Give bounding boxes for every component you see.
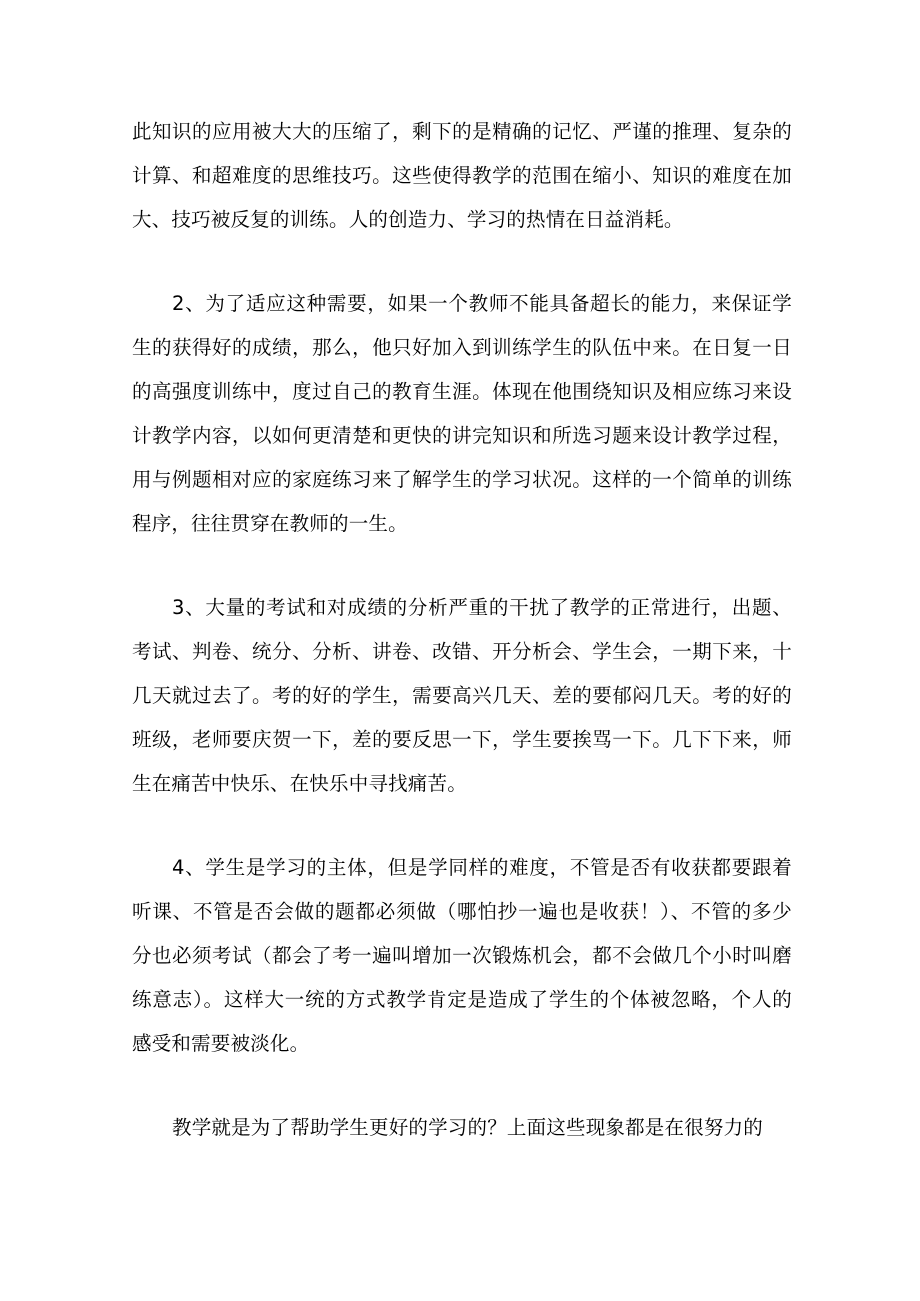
paragraph-point-3: 3、大量的考试和对成绩的分析严重的干扰了教学的正常进行，出题、考试、判卷、统分、分析、讲卷、改错、开分析会、学生会，一期下来，十几天就过去了。考的好的学生，需要高兴几天、差的要郁闷几天。考的好的班级，老师要庆贺一下，差的要反思一下，学生要挨骂一下。几下下来，师生在痛苦中快乐、在快乐中寻找痛苦。	[132, 596, 792, 795]
paragraph-point-2: 2、为了适应这种需要，如果一个教师不能具备超长的能力，来保证学生的获得好的成绩，那么，他只好加入到训练学生的队伍中来。在日复一日的高强度训练中，度过自己的教育生涯。体现在他围绕知识及相应练习来设计教学内容，以如何更清楚和更快的讲完知识和所选习题来设计教学过程，用与例题相对应的家庭练习来了解学生的学习状况。这样的一个简单的训练程序，往往贯穿在教师的一生。	[132, 292, 792, 535]
paragraph-conclusion: 教学就是为了帮助学生更好的学习的？上面这些现象都是在很努力的	[172, 1116, 764, 1139]
paragraph-continuation: 此知识的应用被大大的压缩了，剩下的是精确的记忆、严谨的推理、复杂的计算、和超难度的思维技巧。这些使得教学的范围在缩小、知识的难度在加大、技巧被反复的训练。人的创造力、学习的热情在日益消耗。	[132, 120, 792, 231]
document-body	[132, 110, 792, 1150]
paragraph-point-4: 4、学生是学习的主体，但是学同样的难度，不管是否有收获都要跟着听课、不管是否会做的题都必须做（哪怕抄一遍也是收获！）、不管的多少分也必须考试（都会了考一遍叫增加一次锻炼机会，都不会做几个小时叫磨练意志）。这样大一统的方式教学肯定是造成了学生的个体被忽略，个人的感受和需要被淡化。	[132, 856, 792, 1055]
